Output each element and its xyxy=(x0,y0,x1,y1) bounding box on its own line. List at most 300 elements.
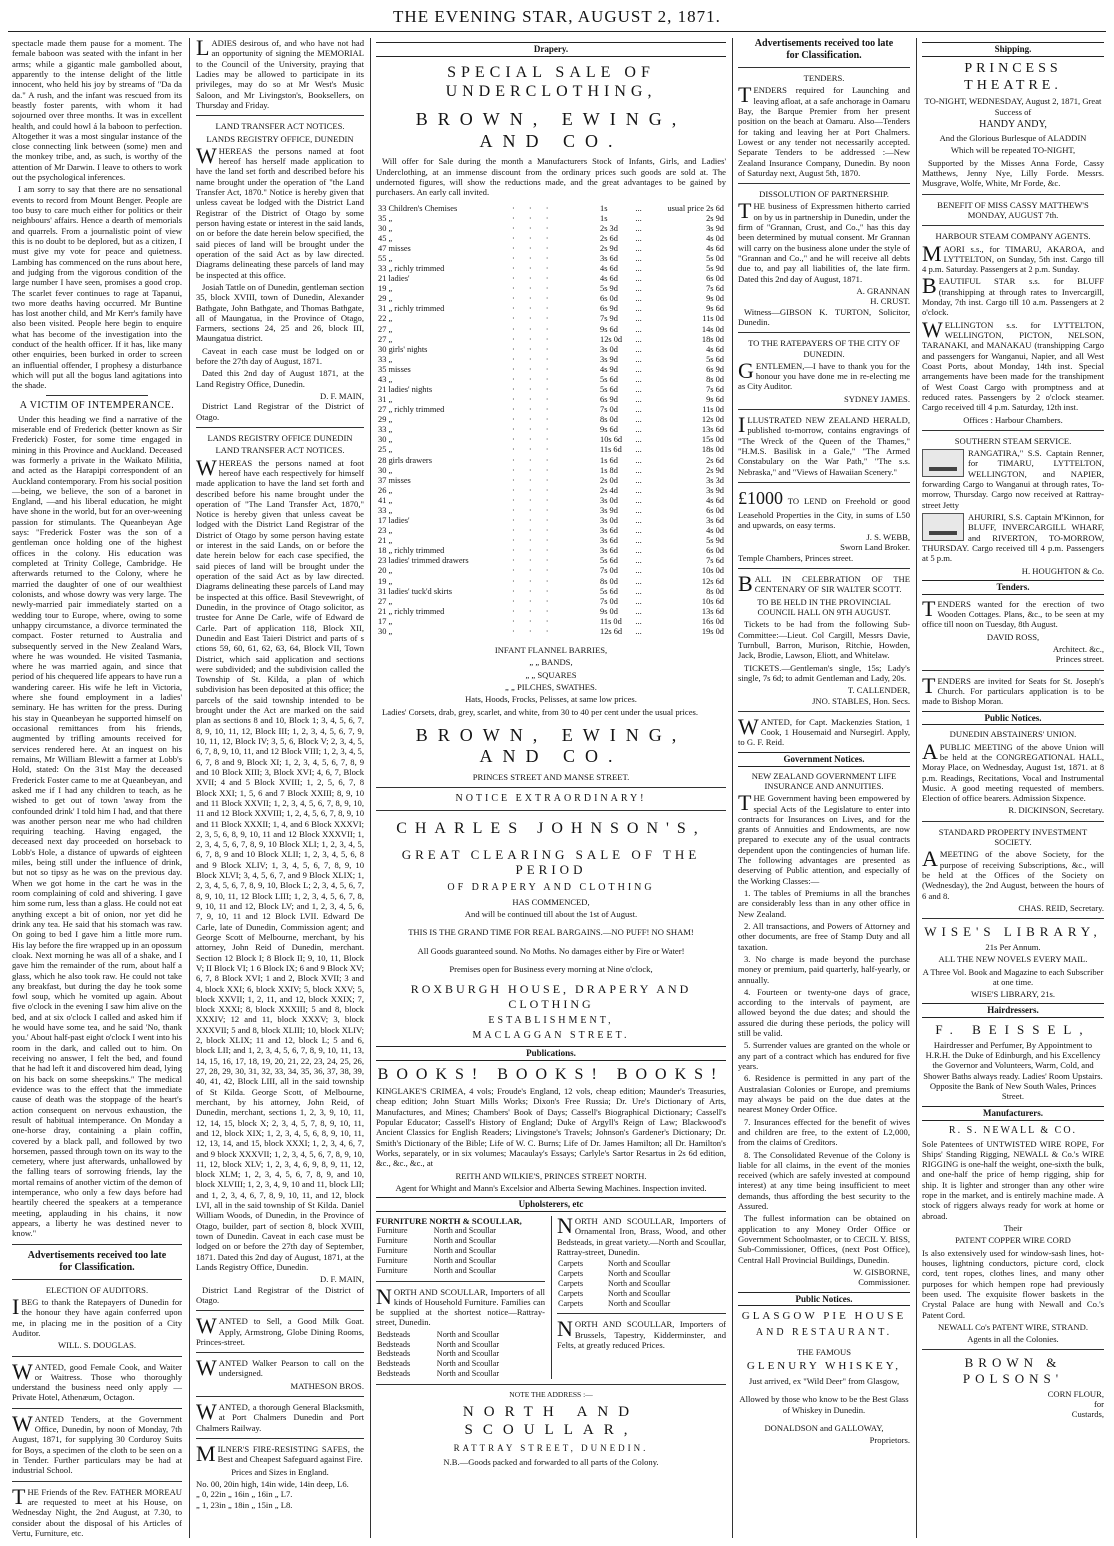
ad-body: WHEREAS the persons named at foot hereof have each respectively for himself made application to have the land set forth and described before his name brought under the operation of "The Land Transfer Act, 1870," Notice is hereby given that unless caveat be lodged with the District Land Registrar of the District of Otago by some person having estate or interest in the said Lands, on or before the date herein below for each case specified, the said pieces of land will be brought under the operation of the said Act as by law directed. Diagrams delineating these parcels of Land may be inspected at this office. Basil Stevewright, of Dunedin, in the province of Otago solicitor, as trustee for Anne De Carle, wife of Edward de Carle. Part of application 118, Block XII, Dunedin and East Taieri District and parts of s ctions 59, 60, 61, 62, 63, 64, Block VII, Town District, which said application and sections were subdivided; and the subdivision called the Township of St. Kilda, a plan of which subdivision has been deposited at this office; the parcels of the said township intended to be brought under the Act are marked on the said plan as sections 8 and 10, Block 1; 3, 4, 5, 6, 7, 8, 9, 10, 11, 12, Block III; 1, 2, 3, 4, 5, 6, 7, 9, 10, 11, 12, Block IV; 3, 5, 6, Block V; 2, 3, 4, 5, 6, 7, 8, 9, 10, 11, and 12 Block VIII; 1, 2, 3, 4, 5, 6, 7, 8 and 9, Block XI; 1, 2, 3, 4, 5, 6, 7, 8, 9 and 10 Block XIII; 3, Block XVI; 4, 6, 7, Block XVII; 4 and 5 Block XVIII; 1, 2, 5, 6, 7, 8 Block XXI; 1, 5, 6 and 7 Block XXIII; 8, 9, 10 and 11 Block XXVII; 1, 2, 3, 4, 5, 6, 7, 8, 9, 10, 11 and 12 Block XXVIII; 1, 2, 4, 5, 6, 7, 8, 9, 10 and 11 Block XXXII; 1, 4, and 6 Block XXXVI; 2, 3, 5, 6, 8, 9, 10, 11 and 12 Block XXXVII; 1, 2, 3, 4, 5, 6, 7, 8, 9, 10 Block XLI; 1, 2, 3, 4, 5, 6, 7, 8, 9 and 10 Block XLII; 1, 2, 3, 4, 5, 6, 8 and 9 Block XLIV; 1, 3, 4, 5, 6, 7, 8, 9, 10 Block XLVI; 3, 4, 5, 6, 7, and 9 Block XLIX; 1, 2, 3, 4, 5, 6, 7, 8, 9, 10, Block L; 2, 3, 4, 5, 6, 7, 8, 9, 10, 11, 12 Block LIII; 1, 2, 3, 4, 5, 6, 7, 8, 9, 10, 11 and 12, Block LV; and 1, 2, 3, 4, 5, 6, 7, 9, 10, 11 and 12 Block LVII. Edward De Carle, late of Dunedin, Commission agent; and George Scott of Melbourne, merchant, by his attorney, John Reid of Dunedin, merchant. Section 12 Block I; 8 Block II; 9, 10, 11, Block V; II Block VI; 1 6 Block IX; 6 and 9 Block XV; 6, 7, 8 Block XVI; 1 and 2, Block XVII; 3 and 4, block XXI; 6, block XXIV; 5, block XXV; 5, block XXVII; 1, 2, 11, and 12, block XXIX; 7, block XXXI; 8, block XXXIII; 5 and 8, block XXXIV; 12 and 11, block XXXV; 3, block XXXVII; 5 and 8, block XLIII; 10, block XLIV; 2, block XLIX; 11 and 12, block L; 5 and 6, block LII; and 1, 2, 3, 4, 5, 6, 7, 8, 9, 10, 11, 13, 14, 15, 16, 17, 18, 19, 20, 21, 22, 23, 24, 25, 26, 27, 28, 29, 30, 31, 32, 33, 34, 35, 36, 37, 38, 39, 40, 41, 42, Block LIII, all in the said township of St Kilda. George Scott, of Melbourne, merchant, by his attorney, John Reid, of Dunedin, merchant, sections 1, 2, 3, 9, 10, 11, 12, 14, 15, block X; 2, 3, 4, 5, 7, 8, 9, 10, 11, and 12, block XIX; 1, 2, 3, 4, 5, 6, 8, 9, 10, 11, 12, 13, 14, and 15, block XXXI; 1, 2, 3, 4, 6, 7, and 9 block XXXVII; 1, 2, 3, 4, 5, 6, 7, 8, 9, 10, 11, 12, block XLV; 1, 2, 3, 4, 6, 9, 8, 9, 11, 12, block XLM; 1, 2, 3, 4, 5, 6, 7, 8, 9, and 10, block XLVIII; 1, 2, 3, 4, 9, 10 and 11, block LII; and 1, 2, 3, 4, 6, 7, 8, 9, 10, 11, and 12, block LVI, all in the said township of St Kilda. Daniel William Woods, of Dunedin, in the Province of Otago, builder, part of section 8, block XVIII, town of Dunedin. Caveat in each case must be lodged on or before the 27th day of September, 1871. Dated this 2nd day of August, 1871, at the Lands Registry Office, Dunedin. xyxy=(196,454,364,1272)
ad-body: WANTED, a thorough General Blacksmith, at Port Chalmers Dunedin and Port Chalmers Railway. xyxy=(196,1399,364,1433)
ad-line: And will be continued till about the 1st of August. xyxy=(464,909,638,920)
price-cell: 4s 6d xyxy=(706,243,724,253)
ad-signature: DONALDSON and GALLOWAY, xyxy=(764,1423,884,1433)
table-cell: Furniture xyxy=(377,1265,408,1275)
price-cell: ... xyxy=(635,485,642,495)
price-cell: ... xyxy=(635,566,642,576)
ad-line: ALL THE NEW NOVELS EVERY MAIL. xyxy=(938,954,1088,965)
price-cell: · · · xyxy=(512,385,555,395)
ad-title: DUNEDIN ABSTAINERS' UNION. xyxy=(949,729,1077,740)
ad-signature: D. F. MAIN, xyxy=(320,1274,364,1285)
divider xyxy=(738,711,910,712)
price-cell: · · · xyxy=(512,233,555,243)
ad-line: Just arrived, ex "Wild Deer" from Glasgow, xyxy=(748,1376,900,1387)
table-cell: Bedsteads xyxy=(377,1359,411,1369)
price-cell: 26 „ xyxy=(378,485,393,495)
price-cell: 5s 6d xyxy=(600,556,618,566)
divider xyxy=(196,1352,364,1353)
table-cell: North and Scoullar xyxy=(433,1226,497,1236)
ad-line: 21s Per Annum. xyxy=(985,941,1041,952)
price-cell: 6s 9d xyxy=(600,304,618,314)
section-heading: Public Notices. xyxy=(738,1292,910,1307)
ad-signature: DAVID ROSS, xyxy=(986,631,1040,642)
ad-line: All Goods guaranteed sound. No Moths. No damages either by Fire or Water! xyxy=(417,945,685,956)
price-row xyxy=(376,244,726,254)
ad-signature: J. S. WEBB, xyxy=(866,532,910,543)
ad-signature: H. CRUST. xyxy=(870,296,910,307)
table-cell: North and Scoullar xyxy=(436,1339,500,1349)
price-cell: 5s 9d xyxy=(600,284,618,294)
price-cell: · · · xyxy=(512,374,555,384)
price-cell: ... xyxy=(635,233,642,243)
ad-line: CORN FLOUR, xyxy=(1047,1388,1104,1399)
price-cell: 6s 9d xyxy=(706,364,724,374)
ad-signature: W. GISBORNE, xyxy=(853,1266,910,1277)
price-cell: 2s 6d xyxy=(600,233,618,243)
divider xyxy=(922,194,1104,195)
price-cell: · · · xyxy=(512,415,555,425)
price-cell: 6s 9d xyxy=(600,395,618,405)
ad-body: AHURIRI, S.S. Captain M'Kinnon, for BLUFF, INVERCARGILL WHARF, and RIVERTON, TO-MORROW, THURSDAY. Cargo received till 4 p.m. Passengers at 5 p.m. xyxy=(922,512,1104,564)
ad-line: „ „ BANDS, xyxy=(529,657,573,668)
price-cell: ... xyxy=(635,294,642,304)
price-cell: ... xyxy=(635,304,642,314)
price-cell: ... xyxy=(635,223,642,233)
divider xyxy=(738,482,910,483)
section-heading: Drapery. xyxy=(376,42,726,57)
ad-line: Ladies' Corsets, drab, grey, scarlet, and white, from 30 to 40 per cent under the usual prices. xyxy=(382,706,698,717)
ad-line: MACLAGGAN STREET. xyxy=(472,1030,630,1042)
price-cell: · · · xyxy=(512,616,555,626)
table-cell: North and Scoullar xyxy=(433,1265,497,1275)
ad-body: WANTED Tenders, at the Government Office, Dunedin, by noon of Monday, 7th August, 1871, for supplying 30 Corduroy Suits for Boys, a specimen of the cloth to be seen on a in Tender. Further particulars may be had at industrial School. xyxy=(12,1410,182,1476)
price-cell: 21 „ richly trimmed xyxy=(378,606,445,616)
ad-headline: GREAT CLEARING SALE OF THE PERIOD xyxy=(401,846,701,878)
table-cell: Furniture xyxy=(377,1236,408,1246)
price-cell: · · · xyxy=(512,395,555,405)
ad-line: And the Glorious Burlesque of ALADDIN xyxy=(939,133,1087,144)
table-cell: Furniture xyxy=(377,1226,408,1236)
price-row xyxy=(376,536,726,546)
ad-line: OF DRAPERY AND CLOTHING xyxy=(447,881,655,893)
price-row xyxy=(376,556,726,566)
price-cell: 17 „ xyxy=(378,616,393,626)
ad-body: RANGATIRA," S.S. Captain Renner, for TIMARU, LYTTELTON, WELLINGTON, and NAPIER, forwarding Cargo to Wanganui at through rates, To-morrow, Thursday. Cargo now received at Rattray-street Jetty xyxy=(922,448,1104,510)
ad-headline: BOOKS! BOOKS! BOOKS! xyxy=(377,1065,725,1083)
ad-title: NEW ZEALAND GOVERNMENT LIFE INSURANCE AND ANNUITIES. xyxy=(751,770,897,791)
price-row xyxy=(376,617,726,627)
price-cell: 3s 6d xyxy=(600,536,618,546)
price-row xyxy=(376,385,726,395)
price-cell: ... xyxy=(635,405,642,415)
price-cell: 4s 9d xyxy=(600,364,618,374)
divider xyxy=(738,409,910,410)
price-row xyxy=(376,214,726,224)
ad-body: IBEG to thank the Ratepayers of Dunedin for the honour they have again conferred upon me, in placing me in the position of a City Auditor. xyxy=(12,1293,182,1338)
price-row xyxy=(376,476,726,486)
price-cell: 7s 6d xyxy=(706,284,724,294)
ad-body: Prices and Sizes in England. xyxy=(231,1466,329,1477)
ad-title: FURNITURE NORTH & SCOULLAR, xyxy=(376,1215,522,1226)
price-row xyxy=(376,355,726,365)
price-cell: · · · xyxy=(512,526,555,536)
price-cell: 6s 0d xyxy=(706,274,724,284)
divider xyxy=(196,427,364,428)
price-cell: 1s xyxy=(600,213,608,223)
list-item: 2. All transactions, and Powers of Attorney and other documents, are free of Stamp Duty and all taxation. xyxy=(738,920,910,952)
ad-body: GENTLEMEN,—I have to thank you for the honour you have done me in re-electing me as City Auditor. xyxy=(738,357,910,392)
section-heading: for Classification. xyxy=(786,50,862,61)
ad-body: THE business of Expressmen hitherto carried on by us in partnership in Dunedin, under the firm of "Grannan, Crust, and Co.," has this day been determined by mutual consent. Mr Grannan will carry on the business alone under the style of "Grannan and Co.," and he will receive all debts due to, and pay all liabilities of, the late firm. Dated this 2nd day of August, 1871. xyxy=(738,198,910,284)
price-cell: 11s 6d xyxy=(600,445,622,455)
price-cell: ... xyxy=(635,415,642,425)
price-row xyxy=(376,506,726,516)
price-row xyxy=(376,234,726,244)
divider xyxy=(922,670,1104,671)
price-cell: 43 „ xyxy=(378,374,393,384)
section-heading: for Classification. xyxy=(59,1261,135,1273)
price-row xyxy=(376,204,726,214)
price-row xyxy=(376,365,726,375)
ad-line: Premises open for Business every morning at Nine o'clock, xyxy=(449,963,653,974)
price-cell: · · · xyxy=(512,284,555,294)
price-cell: 8s 0d xyxy=(600,415,618,425)
price-cell: 47 misses xyxy=(378,243,411,253)
ad-line: Allowed by those who know to be the Best Glass of Whiskey in Dunedin. xyxy=(739,1394,909,1415)
price-cell: ... xyxy=(635,505,642,515)
price-row xyxy=(376,264,726,274)
ad-line: THIS IS THE GRAND TIME FOR REAL BARGAINS.—NO PUFF! NO SHAM! xyxy=(408,927,694,938)
price-cell: 33 „ xyxy=(378,425,393,435)
ad-title: LANDS REGISTRY OFFICE DUNEDIN xyxy=(207,432,353,443)
price-cell: · · · xyxy=(512,213,555,223)
price-cell: · · · xyxy=(512,274,555,284)
ad-line: „ „ PILCHES, SWATHES. xyxy=(505,681,597,692)
ad-line: NEWALL Co's PATENT WIRE, STRAND. xyxy=(937,1321,1089,1332)
price-cell: ... xyxy=(635,203,642,213)
list-item: 5. Surrender values are granted on the whole or any part of a contract which has endured for five years. xyxy=(738,1040,910,1072)
carpets-table xyxy=(557,1259,726,1308)
price-cell: 25 „ xyxy=(378,445,393,455)
price-cell: 23 ladies' trimmed drawers xyxy=(378,556,469,566)
ad-headline: PRINCESS THEATRE. xyxy=(964,60,1062,93)
price-cell: 3s 0d xyxy=(600,495,618,505)
price-cell: 30 girls' nights xyxy=(378,344,428,354)
ad-line: A Three Vol. Book and Magazine to each Subscriber at one time. xyxy=(922,966,1104,987)
ad-title: LAND TRANSFER ACT NOTICES. xyxy=(215,445,345,456)
table-cell: Bedsteads xyxy=(377,1339,411,1349)
newspaper-title: THE EVENING STAR, AUGUST 2, 1871. xyxy=(393,7,721,26)
price-cell: · · · xyxy=(512,485,555,495)
price-row xyxy=(376,607,726,617)
price-cell: · · · xyxy=(512,334,555,344)
price-cell: 33 „ xyxy=(378,505,393,515)
price-cell: 2s 4d xyxy=(600,485,618,495)
ad-body: NORTH AND SCOULLAR, Importers of Brussels, Tapestry, Kidderminster, and Felts, at greatly reduced Prices. xyxy=(557,1316,726,1351)
price-cell: 3s 9d xyxy=(706,485,724,495)
price-cell: · · · xyxy=(512,264,555,274)
ad-title: PATENT COPPER WIRE CORD xyxy=(955,1235,1071,1246)
price-row xyxy=(376,254,726,264)
ad-headline: NOTICE EXTRAORDINARY! xyxy=(455,793,647,805)
price-cell: ... xyxy=(635,516,642,526)
price-cell: 9s 6d xyxy=(600,425,618,435)
table-cell: North and Scoullar xyxy=(436,1349,500,1359)
price-row xyxy=(376,274,726,284)
price-row xyxy=(376,496,726,506)
ad-body: Tickets to be had from the following Sub-Committee:—Lieut. Col Cargill, Messrs Davie, Turnbull, Barron, Murison, Ritchie, Howden, Jack, Brodie, Lawson, Eliott, and Whitelaw. xyxy=(738,619,910,661)
price-cell: 12s 6d xyxy=(701,576,724,586)
price-cell: · · · xyxy=(512,505,555,515)
ad-body: NORTH AND SCOULLAR, Importers of all kinds of Household Furniture. Families can be supplied at the shortest notice—Rattray-street, Dunedin. xyxy=(376,1283,545,1328)
section-heading: Publications. xyxy=(376,1046,726,1061)
price-cell: 9s 6d xyxy=(706,395,724,405)
price-row xyxy=(376,325,726,335)
column-1 xyxy=(8,38,186,1538)
price-cell: · · · xyxy=(512,606,555,616)
price-cell: 9s 6d xyxy=(706,304,724,314)
price-cell: 33 „ xyxy=(378,354,393,364)
price-row xyxy=(376,294,726,304)
table-cell: Bedsteads xyxy=(377,1349,411,1359)
section-heading: Shipping. xyxy=(922,42,1104,57)
price-cell: ... xyxy=(635,284,642,294)
table-cell: Carpets xyxy=(558,1259,584,1269)
divider xyxy=(376,787,726,788)
ad-headline: R. S. NEWALL & CO. xyxy=(948,1124,1078,1136)
price-cell: 7s 0d xyxy=(600,596,618,606)
price-cell: 23 „ xyxy=(378,526,393,536)
price-cell: 5s 9d xyxy=(706,536,724,546)
ad-headline: GLENURY WHISKEY, xyxy=(746,1359,902,1372)
price-row xyxy=(376,486,726,496)
price-cell: 33 Children's Chemises xyxy=(378,203,458,213)
divider xyxy=(557,1313,726,1314)
price-cell: 13s 6d xyxy=(701,606,724,616)
divider xyxy=(922,225,1104,226)
list-item: 8. The Consolidated Revenue of the Colony is liable for all claims, in the event of the monies received (which are safely invested at compound interest) at any time being insufficient to meet demands, thus affording the best security to the Assured. xyxy=(738,1149,910,1212)
price-cell: 8s 0d xyxy=(706,374,724,384)
ad-line: for xyxy=(1093,1398,1104,1409)
divider xyxy=(738,67,910,68)
price-row xyxy=(376,335,726,345)
price-cell: 4s 6d xyxy=(706,344,724,354)
price-cell: 10s 0d xyxy=(701,566,724,576)
price-cell: 21 „ xyxy=(378,536,393,546)
price-cell: ... xyxy=(635,576,642,586)
price-cell: ... xyxy=(635,475,642,485)
price-cell: · · · xyxy=(512,435,555,445)
price-cell: ... xyxy=(635,334,642,344)
article-paragraph: Under this heading we find a narrative of the miserable end of Frederick (better known as Sir Frederick) Foster, for some time engaged in mining in this Province and Auckland. Deceased was formerly a private in the Waikato Militia, and acted as the Harapipi correspondent of an Auckland contemporary. From his social position—being, we believe, the son of a baronet in England, —and his liberal education, he might have shone in the world, but for an over-weening passion for stimulants. The Queanbeyan Age says: "Frederick Foster was the son of a gentleman once holding one of the highest offices in the colony. His education was completed at Trinity College, Cambridge. He afterwards returned to the Colony, where he married the daughter of one of our wealthiest colonists, and whose dowry was very large. The newly-married pair immediately started on a wedding tour to Europe, where, owing to some unhappy circumstance, a divorce terminated the compact. Foster returned to Australia and subsequently served in the New Zealand Wars, where he was wounded. He visited Tasmania, where he was married again, and since that period of his chequered life appears to have run a wandering career. His wife he left in Victoria, where she found employment in a ladies' seminary. He has written for the press. During his stay in Queanbeyan he supported himself on occasional remittances from his friends, augmented by trifling amounts received for services rendered here. At an inquest on his remains, Mr William Blewitt a farmer at Lobb's Hold, stated: On the 31st May the deceased Frederick Foster came to me at Queanbeyan, and asked me if I had any children to teach, as he wished to get out of town 'away from the confounded drink' I told him I had, and that there was another person near me who had children requiring teaching. Having engaged, the deceased next day proceeded on horseback to Lobb's Hole, a distance of upwards of eighteen miles, being still under the influence of drink, but not so tipsy as he was on the previous day. When we got home in the cart he was in the room complaining of cold and shivering. I gave him some rum, less than a glass. He could not eat anything except a bit of onion, nor yet did he drink any tea. He said that his stomach was raw. On going to bed I gave him a little more rum. His lay before the fire wrapped up in an opossum cloak. Next morning he was all of a shake, and I gave him the remainder of the rum, about half a glass, which he also took raw. He could not take any breakfast, but during the day he took some fowl soup, which he vomited up again. About five o'clock in the evening I saw him alive on the bed, and at six o'clock I called and asked him if he would have some tea, and he said 'No, thank you.' About half-past eight o'clock I went into his room in the dark, and called out to him. On receiving no answer, I felt the bed, and found that he had left it and discovered him dead, lying on his back on some sheepskins." The medical evidence was to the effect that the immediate cause of death was the stoppage of the heart's action consequent on nervous exhaustion, the result of habitual intemperance. On Monday a one-horse dray, containing a plain coffin, covered by a black pall, and followed by two horsemen, passed through town on its way to the cemetery, where just afterwards, unhallowed by the falling tears of sorrowing friends, lay the mortal remains of another victim of the demon of intemperance, who only a few days before had heartily cheered the speakers at a temperance meeting, applauding in his chains, it now appears, a liberty he was destined never to know." xyxy=(12,413,182,1239)
price-cell: 2s 9d xyxy=(706,213,724,223)
price-cell: ... xyxy=(635,385,642,395)
price-cell: 10s 6d xyxy=(600,435,623,445)
ad-title: STANDARD PROPERTY INVESTMENT SOCIETY. xyxy=(938,826,1088,848)
ad-title: LANDS REGISTRY OFFICE, DUNEDIN xyxy=(206,133,354,144)
price-cell: 30 „ xyxy=(378,626,393,636)
ad-body: WELLINGTON s.s. for LYTTELTON, WELLINGTON, PICTON, NELSON, TARANAKI, and MANAKAU (transhipping Cargo and passengers for Wanganui, Napier, and all West Coast Ports, about Monday, 14th inst. Special arrangements have been made for the transhipment of West Coast Cargo with promptness and at reduced rates. Passengers by 2 o'clock steamer. Cargo received till 4 p.m. Saturday, 12th inst. xyxy=(922,316,1104,413)
price-cell: 31 ladies' tuck'd skirts xyxy=(378,586,452,596)
ad-line: Hats, Hoods, Frocks, Pelisses, at same low prices. xyxy=(465,694,637,705)
price-cell: 33 „ richly trimmed xyxy=(378,264,445,274)
ad-line: AND RESTAURANT. xyxy=(755,1326,893,1338)
price-cell: 4s 0d xyxy=(706,526,724,536)
ad-title: TO BE HELD IN THE PROVINCIAL COUNCIL HALL ON 9TH AUGUST. xyxy=(757,596,891,618)
price-cell: 5s 6d xyxy=(600,385,618,395)
price-cell: 13s 6d xyxy=(701,425,724,435)
list-item: 4. Fourteen or twenty-one days of grace, according to the intervals of payment, are allowed beyond the due dates; and should the assured die during these periods, the policy will still be valid. xyxy=(738,986,910,1039)
ad-body: TO LEND on Freehold or good Leasehold Properties in the City, in sums of L50 and upwards, on easy terms. xyxy=(738,495,910,530)
table-cell: North and Scoullar xyxy=(607,1298,671,1308)
price-cell: ... xyxy=(635,596,642,606)
ad-signature: District Land Registrar of the District of Otago. xyxy=(196,401,364,422)
price-cell: · · · xyxy=(512,586,555,596)
ad-signature: District Land Registrar of the District of Otago. xyxy=(196,1284,364,1305)
price-cell: 16s 0d xyxy=(701,616,724,626)
ad-line: ESTABLISHMENT, xyxy=(488,1015,614,1027)
ad-body: NORTH AND SCOULLAR, Importers of Ornamental Iron, Brass, Wood, and other Bedsteads, in great variety.—North and Scoullar, Rattray-street, Dunedin. xyxy=(557,1212,726,1257)
ad-line: NOTE THE ADDRESS :— xyxy=(509,1389,593,1399)
ad-body: AMEETING of the above Society, for the purpose of receiving Subscriptions, &c., will be held at the Offices of the Society on (Wednesday), the 2nd August, between the hours of 6 and 8. xyxy=(922,846,1104,901)
price-cell: · · · xyxy=(512,304,555,314)
price-cell: 6s 0d xyxy=(706,546,724,556)
price-cell: 4s 0d xyxy=(706,233,724,243)
column-divider xyxy=(189,38,190,1538)
price-cell: ... xyxy=(635,445,642,455)
price-cell: 11s 0d xyxy=(702,314,724,324)
price-cell: 28 girls drawers xyxy=(378,455,432,465)
upholsterers-grid xyxy=(376,1212,726,1379)
price-cell: 30 „ xyxy=(378,465,393,475)
price-row xyxy=(376,425,726,435)
ad-body: WANTED, good Female Cook, and Waiter or Waitress. Those who thoroughly understand the business need only apply — Private Hotel, Athenæum, Octagon. xyxy=(12,1358,182,1403)
divider xyxy=(922,430,1104,431)
ad-signature: Hon. Secs. xyxy=(873,695,910,706)
divider xyxy=(738,332,910,333)
ad-headline: CHARLES JOHNSON'S, xyxy=(396,820,706,838)
table-cell: Bedsteads xyxy=(377,1329,411,1339)
price-cell: · · · xyxy=(512,294,555,304)
price-cell: 27 „ richly trimmed xyxy=(378,405,445,415)
price-cell: 27 „ xyxy=(378,334,393,344)
ad-line: „ „ SQUARES xyxy=(525,669,577,680)
price-cell: 14s 0d xyxy=(701,324,724,334)
ad-body: Sole Patentees of UNTWISTED WIRE ROPE, For Ships' Standing Rigging, NEWALL & Co.'s WIRE RIGGING is one-half the weight, one-sixth the bulk, and one-half the price of hemp rigging, ship for ship. It is lighter and stronger than any other wire rope in the market, and is entirely machine made. A stock of riggers always ready for work at home or abroad. xyxy=(922,1138,1104,1221)
price-cell: 29 „ xyxy=(378,415,393,425)
price-cell: usual price 2s 6d xyxy=(667,203,724,213)
ad-line: Their xyxy=(1003,1223,1023,1234)
price-cell: · · · xyxy=(512,495,555,505)
price-cell: ... xyxy=(635,455,642,465)
divider xyxy=(376,810,726,811)
price-cell: ... xyxy=(635,556,642,566)
ad-title: BALL IN CELEBRATION OF THE CENTENARY OF SIR WALTER SCOTT. xyxy=(738,571,910,597)
section-heading: Upholsterers, etc xyxy=(376,1197,726,1212)
price-cell: 5s 6d xyxy=(706,354,724,364)
price-cell: ... xyxy=(635,213,642,223)
price-cell: 55 „ xyxy=(378,254,393,263)
table-cell: Carpets xyxy=(558,1278,584,1288)
section-heading: Government Notices. xyxy=(738,752,910,767)
price-cell: 21 ladies' nights xyxy=(378,385,433,395)
ad-line: Custards, xyxy=(1071,1409,1104,1420)
divider xyxy=(46,395,148,396)
price-cell: 17 ladies' xyxy=(378,516,410,526)
ad-headline: NORTH AND SCOULLAR, xyxy=(462,1403,640,1438)
price-cell: 31 „ richly trimmed xyxy=(378,304,445,314)
price-cell: 27 „ xyxy=(378,596,393,606)
price-row xyxy=(376,314,726,324)
divider xyxy=(922,1349,1104,1350)
ad-body: THE Government having been empowered by special Acts of the Legislature to enter into contracts for Insurances on Lives, and for the grants of Annuities and Endowments, are now prepared to execute any of the usual contracts dependent upon the contingencies of human life. The following advantages are presented as deserving of Public attention, and especially of the Working Classes:— xyxy=(738,790,910,886)
price-row xyxy=(376,304,726,314)
table-cell: Furniture xyxy=(377,1255,408,1265)
ad-signature: Architect. &c., xyxy=(1052,643,1104,654)
table-cell: North and Scoullar xyxy=(607,1269,671,1279)
price-cell: 3s 3d xyxy=(706,475,724,485)
price-cell: 3s 6d xyxy=(600,526,618,536)
ad-headline: BROWN, EWING, AND CO. xyxy=(415,724,687,767)
table-cell: Carpets xyxy=(558,1269,584,1279)
ad-body: Supported by the Misses Anna Forde, Cassy Matthews, Jenny Nye, Lilly Forde. Messrs. Musgrave, Wolfe, White, Mr Forde, &c. xyxy=(922,157,1104,189)
price-cell: 9s 0d xyxy=(600,606,618,616)
ad-body: Is also extensively used for window-sash lines, hot-houses, lightning conductors, picture cord, clock cord, tent ropes, clothes lines, and many other purposes for which hempen rope had previously been used. The exquisite flower baskets in the Crystal Palace are hung with Newall and Co.'s Patent Cord. xyxy=(922,1247,1104,1320)
section-heading: Manufacturers. xyxy=(922,1106,1104,1121)
price-cell: 35 „ xyxy=(378,213,393,223)
price-row xyxy=(376,577,726,587)
price-cell: · · · xyxy=(512,596,555,606)
ad-signature: CHAS. REID, Secretary. xyxy=(1018,902,1104,913)
table-cell: North and Scoullar xyxy=(433,1255,497,1265)
ad-headline: HANDY ANDY, xyxy=(979,119,1047,131)
price-cell: · · · xyxy=(512,405,555,415)
masthead-rule xyxy=(8,31,1106,32)
price-cell: 3s 9d xyxy=(706,223,724,233)
table-cell: North and Scoullar xyxy=(433,1245,497,1255)
ad-signature: D. F. MAIN, xyxy=(320,391,364,401)
ad-body: THE Friends of the Rev. FATHER MOREAU are requested to meet at his House, on Wednesday Night, the 2nd August, at 7.30, to consider about the disposal of his Articles of Vertu, Furniture, etc. xyxy=(12,1483,182,1538)
price-cell: · · · xyxy=(512,364,555,374)
ad-title: TO THE RATEPAYERS OF THE CITY OF DUNEDIN. xyxy=(748,338,900,359)
ad-headline: BROWN, EWING, AND CO. xyxy=(415,109,687,151)
price-cell: 11s 0d xyxy=(600,616,622,626)
price-row xyxy=(376,587,726,597)
ad-body: Caveat in each case must be lodged on or before the 27th day of August, 1871. xyxy=(196,345,364,367)
divider xyxy=(12,1408,182,1409)
price-cell: 3s 9d xyxy=(600,505,618,515)
ad-title: ELECTION OF AUDITORS. xyxy=(45,1284,149,1295)
price-cell: 19s 0d xyxy=(701,626,724,636)
ad-signature: Sworn Land Broker. xyxy=(840,542,910,553)
column-divider xyxy=(916,38,917,1538)
price-cell: · · · xyxy=(512,223,555,233)
section-heading: Advertisements received too late xyxy=(27,1249,167,1261)
masthead xyxy=(0,0,1114,30)
price-cell: 31 „ xyxy=(378,395,393,405)
column-3 xyxy=(372,38,730,1538)
price-cell: 22 „ xyxy=(378,314,393,324)
price-row xyxy=(376,546,726,556)
ad-signature: R. DICKINSON, Secretary. xyxy=(1008,805,1104,816)
ad-body: Josiah Tattle on of Dunedin, gentleman section 35, block XVIII, town of Dunedin, Alexander Bathgate, John Bathgate, and Thomas Bathgate, all of Maungatua, in the Province of Otago, Farmers, sections 24, 25 and 26, block III, Maungatua district. xyxy=(196,281,364,344)
column-4 xyxy=(734,38,914,1538)
bedsteads-table xyxy=(376,1330,545,1379)
price-table-body xyxy=(376,204,726,637)
ad-body: Dated this 2nd day of August 1871, at the Land Registry Office, Dunedin. xyxy=(196,368,364,389)
price-cell: ... xyxy=(635,254,642,263)
price-cell: 3s 6d xyxy=(600,254,618,263)
